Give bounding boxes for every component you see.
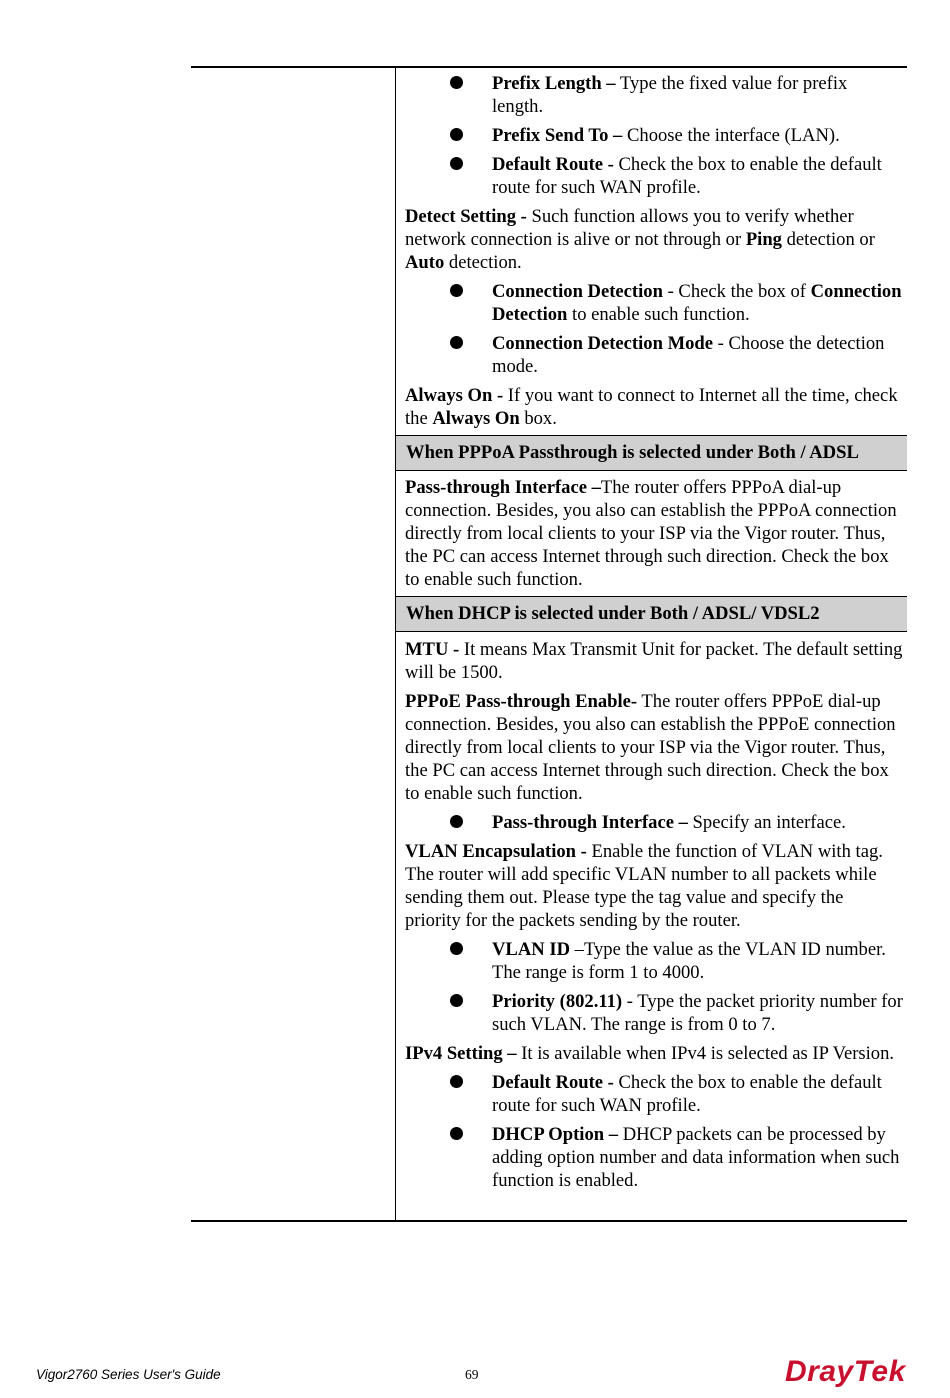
section-dhcp (405, 638, 903, 1198)
bullet-icon (450, 1075, 463, 1088)
list-item: Connection Detection Mode - Choose the detection mode. (405, 332, 903, 378)
detect-setting-paragraph: Detect Setting - Such function allows you to verify whether network connection is alive or not through or Ping detection or Auto detection. (405, 206, 875, 273)
mtu-paragraph: MTU - It means Max Transmit Unit for packet. The default setting will be 1500. (405, 639, 903, 683)
section-header-pppoa: When PPPoA Passthrough is selected under Both / ADSL (396, 435, 907, 471)
section-ipv6-settings (405, 72, 903, 436)
column-divider (395, 68, 396, 1220)
pass-through-paragraph: Pass-through Interface –The router offers PPPoA dial-up connection. Besides, you also can establish the PPPoA connection directly from local clients to your ISP via the Vigor router. Thus, the PC can access Internet through such direction. Check the box to enable such function. (405, 477, 897, 590)
list-item: VLAN ID –Type the value as the VLAN ID number. The range is form 1 to 4000. (405, 938, 903, 984)
bullet-icon (450, 336, 463, 349)
ipv4-setting-paragraph: IPv4 Setting – It is available when IPv4 is selected as IP Version. (405, 1043, 895, 1064)
bullet-icon (450, 942, 463, 955)
list-item: DHCP Option – DHCP packets can be processed by adding option number and data information when such function is enabled. (405, 1123, 903, 1192)
list-item: Default Route - Check the box to enable the default route for such WAN profile. (405, 1071, 903, 1117)
bullet-icon (450, 76, 463, 89)
bullet-icon (450, 1127, 463, 1140)
draytek-logo: DrayTek (785, 1355, 906, 1388)
section-header-dhcp: When DHCP is selected under Both / ADSL/ VDSL2 (396, 596, 907, 632)
section-pppoa (405, 476, 903, 597)
list-item: Priority (802.11) - Type the packet priority number for such VLAN. The range is from 0 to 7. (405, 990, 903, 1036)
page-number: 69 (465, 1367, 479, 1382)
always-on-paragraph: Always On - If you want to connect to Internet all the time, check the Always On box. (405, 385, 898, 429)
vlan-paragraph: VLAN Encapsulation - Enable the function of VLAN with tag. The router will add specific VLAN number to all packets while sending them out. Please type the tag value and specify the priority for the packets sending by the router. (405, 841, 883, 931)
content-table (191, 66, 907, 1222)
bullet-icon (450, 128, 463, 141)
list-item: Connection Detection - Check the box of Connection Detection to enable such function. (405, 280, 903, 326)
bullet-icon (450, 284, 463, 297)
list-item: Pass-through Interface – Specify an interface. (405, 811, 903, 834)
bullet-icon (450, 157, 463, 170)
bullet-icon (450, 815, 463, 828)
list-item: Prefix Length – Type the fixed value for prefix length. (405, 72, 903, 118)
pppoe-pass-through-paragraph: PPPoE Pass-through Enable- The router offers PPPoE dial-up connection. Besides, you also can establish the PPPoE connection directly from local clients to your ISP via the Vigor router. Thus, the PC can access Internet through such direction. Check the box to enable such function. (405, 691, 896, 804)
list-item: Prefix Send To – Choose the interface (LAN). (405, 124, 903, 147)
bullet-icon (450, 994, 463, 1007)
guide-title: Vigor2760 Series User's Guide (36, 1367, 221, 1382)
list-item: Default Route - Check the box to enable the default route for such WAN profile. (405, 153, 903, 199)
